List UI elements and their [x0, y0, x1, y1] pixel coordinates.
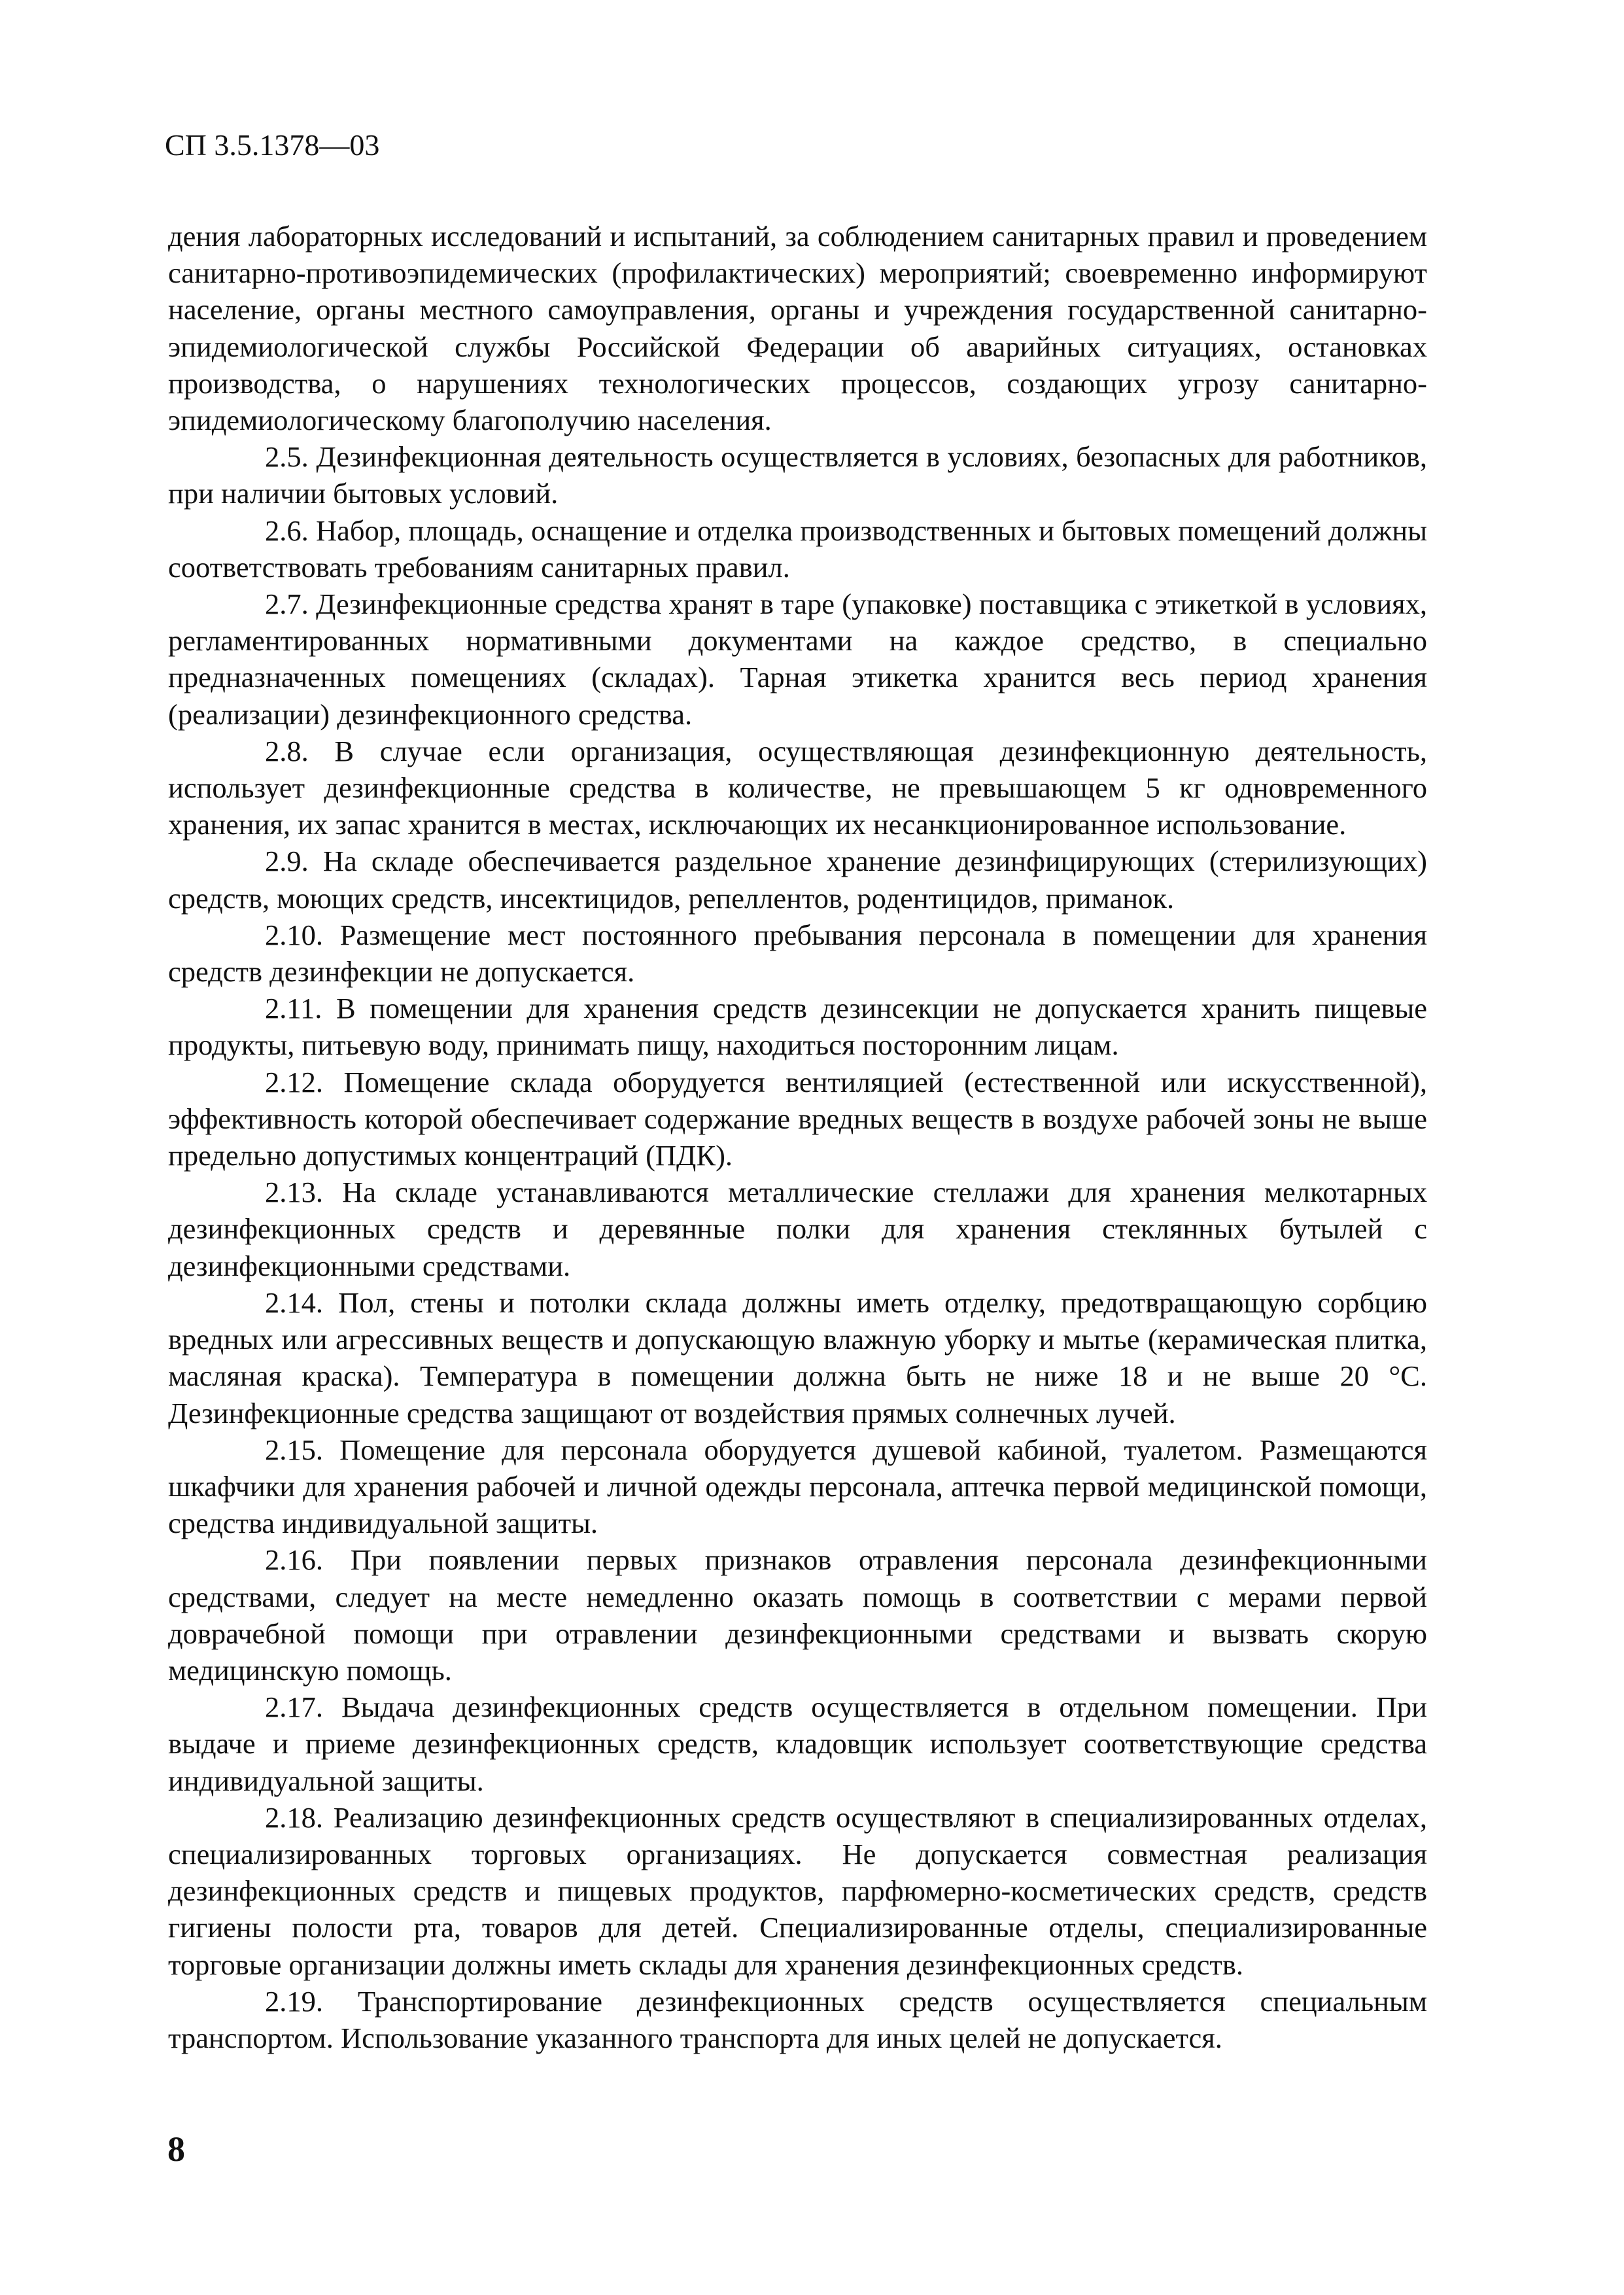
- paragraph-2-19: 2.19. Транспортирование дезинфекционных средств осуществляется специальным транспортом. Использование указанного транспорта для иных целей не допускается.: [168, 1984, 1427, 2054]
- document-header: СП 3.5.1378—03: [165, 128, 380, 162]
- paragraph-2-14: 2.14. Пол, стены и потолки склада должны иметь отделку, предотвращающую сорбцию вредных или агрессивных веществ и допускающую влажную уборку и мытье (керамическая плитка, масляная краска). Температура в помещении должна быть не ниже 18 и не выше 20 °C. Дезинфекционные средства защищают от воздействия прямых солнечных лучей.: [168, 1286, 1427, 1429]
- paragraph-2-7: 2.7. Дезинфекционные средства хранят в таре (упаковке) поставщика с этикеткой в условиях, регламентированных нормативными документами на каждое средство, в специально предназначенных помещениях (складах). Тарная этикетка хранится весь период хранения (реализации) дезинфекционного средства.: [168, 587, 1427, 731]
- paragraph-2-18: 2.18. Реализацию дезинфекционных средств осуществляют в специализированных отделах, специализированных торговых организациях. Не допускается совместная реализация дезинфекционных средств и пищевых продуктов, парфюмерно-косметических средств, средств гигиены полости рта, товаров для детей. Специализированные отделы, специализированные торговые организации должны иметь склады для хранения дезинфекционных средств.: [168, 1800, 1427, 1981]
- paragraph-2-17: 2.17. Выдача дезинфекционных средств осуществляется в отдельном помещении. При выдаче и приеме дезинфекционных средств, кладовщик использует соответствующие средства индивидуальной защиты.: [168, 1691, 1427, 1797]
- page-number: 8: [167, 2129, 185, 2169]
- paragraph-2-13: 2.13. На складе устанавливаются металлические стеллажи для хранения мелкотарных дезинфекционных средств и деревянные полки для хранения стеклянных бутылей с дезинфекционными средствами.: [168, 1176, 1427, 1282]
- paragraph-2-16: 2.16. При появлении первых признаков отравления персонала дезинфекционными средствами, следует на месте немедленно оказать помощь в соответствии с мерами первой доврачебной помощи при отравлении дезинфекционными средствами и вызвать скорую медицинскую помощь.: [168, 1543, 1427, 1687]
- paragraph-2-12: 2.12. Помещение склада оборудуется вентиляцией (естественной или искусственной), эффективность которой обеспечивает содержание вредных веществ в воздухе рабочей зоны не выше предельно допустимых концентраций (ПДК).: [168, 1065, 1427, 1172]
- document-body: [168, 218, 1427, 2056]
- paragraph-2-6: 2.6. Набор, площадь, оснащение и отделка производственных и бытовых помещений должны соответствовать требованиям санитарных правил.: [168, 514, 1427, 584]
- paragraph-2-10: 2.10. Размещение мест постоянного пребывания персонала в помещении для хранения средств дезинфекции не допускается.: [168, 918, 1427, 989]
- paragraph-2-11: 2.11. В помещении для хранения средств дезинсекции не допускается хранить пищевые продукты, питьевую воду, принимать пищу, находиться посторонним лицам.: [168, 992, 1427, 1062]
- paragraph-2-15: 2.15. Помещение для персонала оборудуется душевой кабиной, туалетом. Размещаются шкафчики для хранения рабочей и личной одежды персонала, аптечка первой медицинской помощи, средства индивидуальной защиты.: [168, 1433, 1427, 1540]
- paragraph-2-8: 2.8. В случае если организация, осуществляющая дезинфекционную деятельность, использует дезинфекционные средства в количестве, не превышающем 5 кг одновременного хранения, их запас хранится в местах, исключающих их несанкционированное использование.: [168, 734, 1427, 841]
- paragraph-2-9: 2.9. На складе обеспечивается раздельное хранение дезинфицирующих (стерилизующих) средств, моющих средств, инсектицидов, репеллентов, родентицидов, приманок.: [168, 845, 1427, 915]
- paragraph-2-5: 2.5. Дезинфекционная деятельность осуществляется в условиях, безопасных для работников, при наличии бытовых условий.: [168, 440, 1427, 510]
- paragraph-continuation: дения лабораторных исследований и испытаний, за соблюдением санитарных правил и проведением санитарно-противоэпидемических (профилактических) мероприятий; своевременно информируют население, органы местного самоуправления, органы и учреждения государственной санитарно-эпидемиологической службы Российской Федерации об аварийных ситуациях, остановках производства, о нарушениях технологических процессов, создающих угрозу санитарно-эпидемиологическому благополучию населения.: [168, 220, 1427, 437]
